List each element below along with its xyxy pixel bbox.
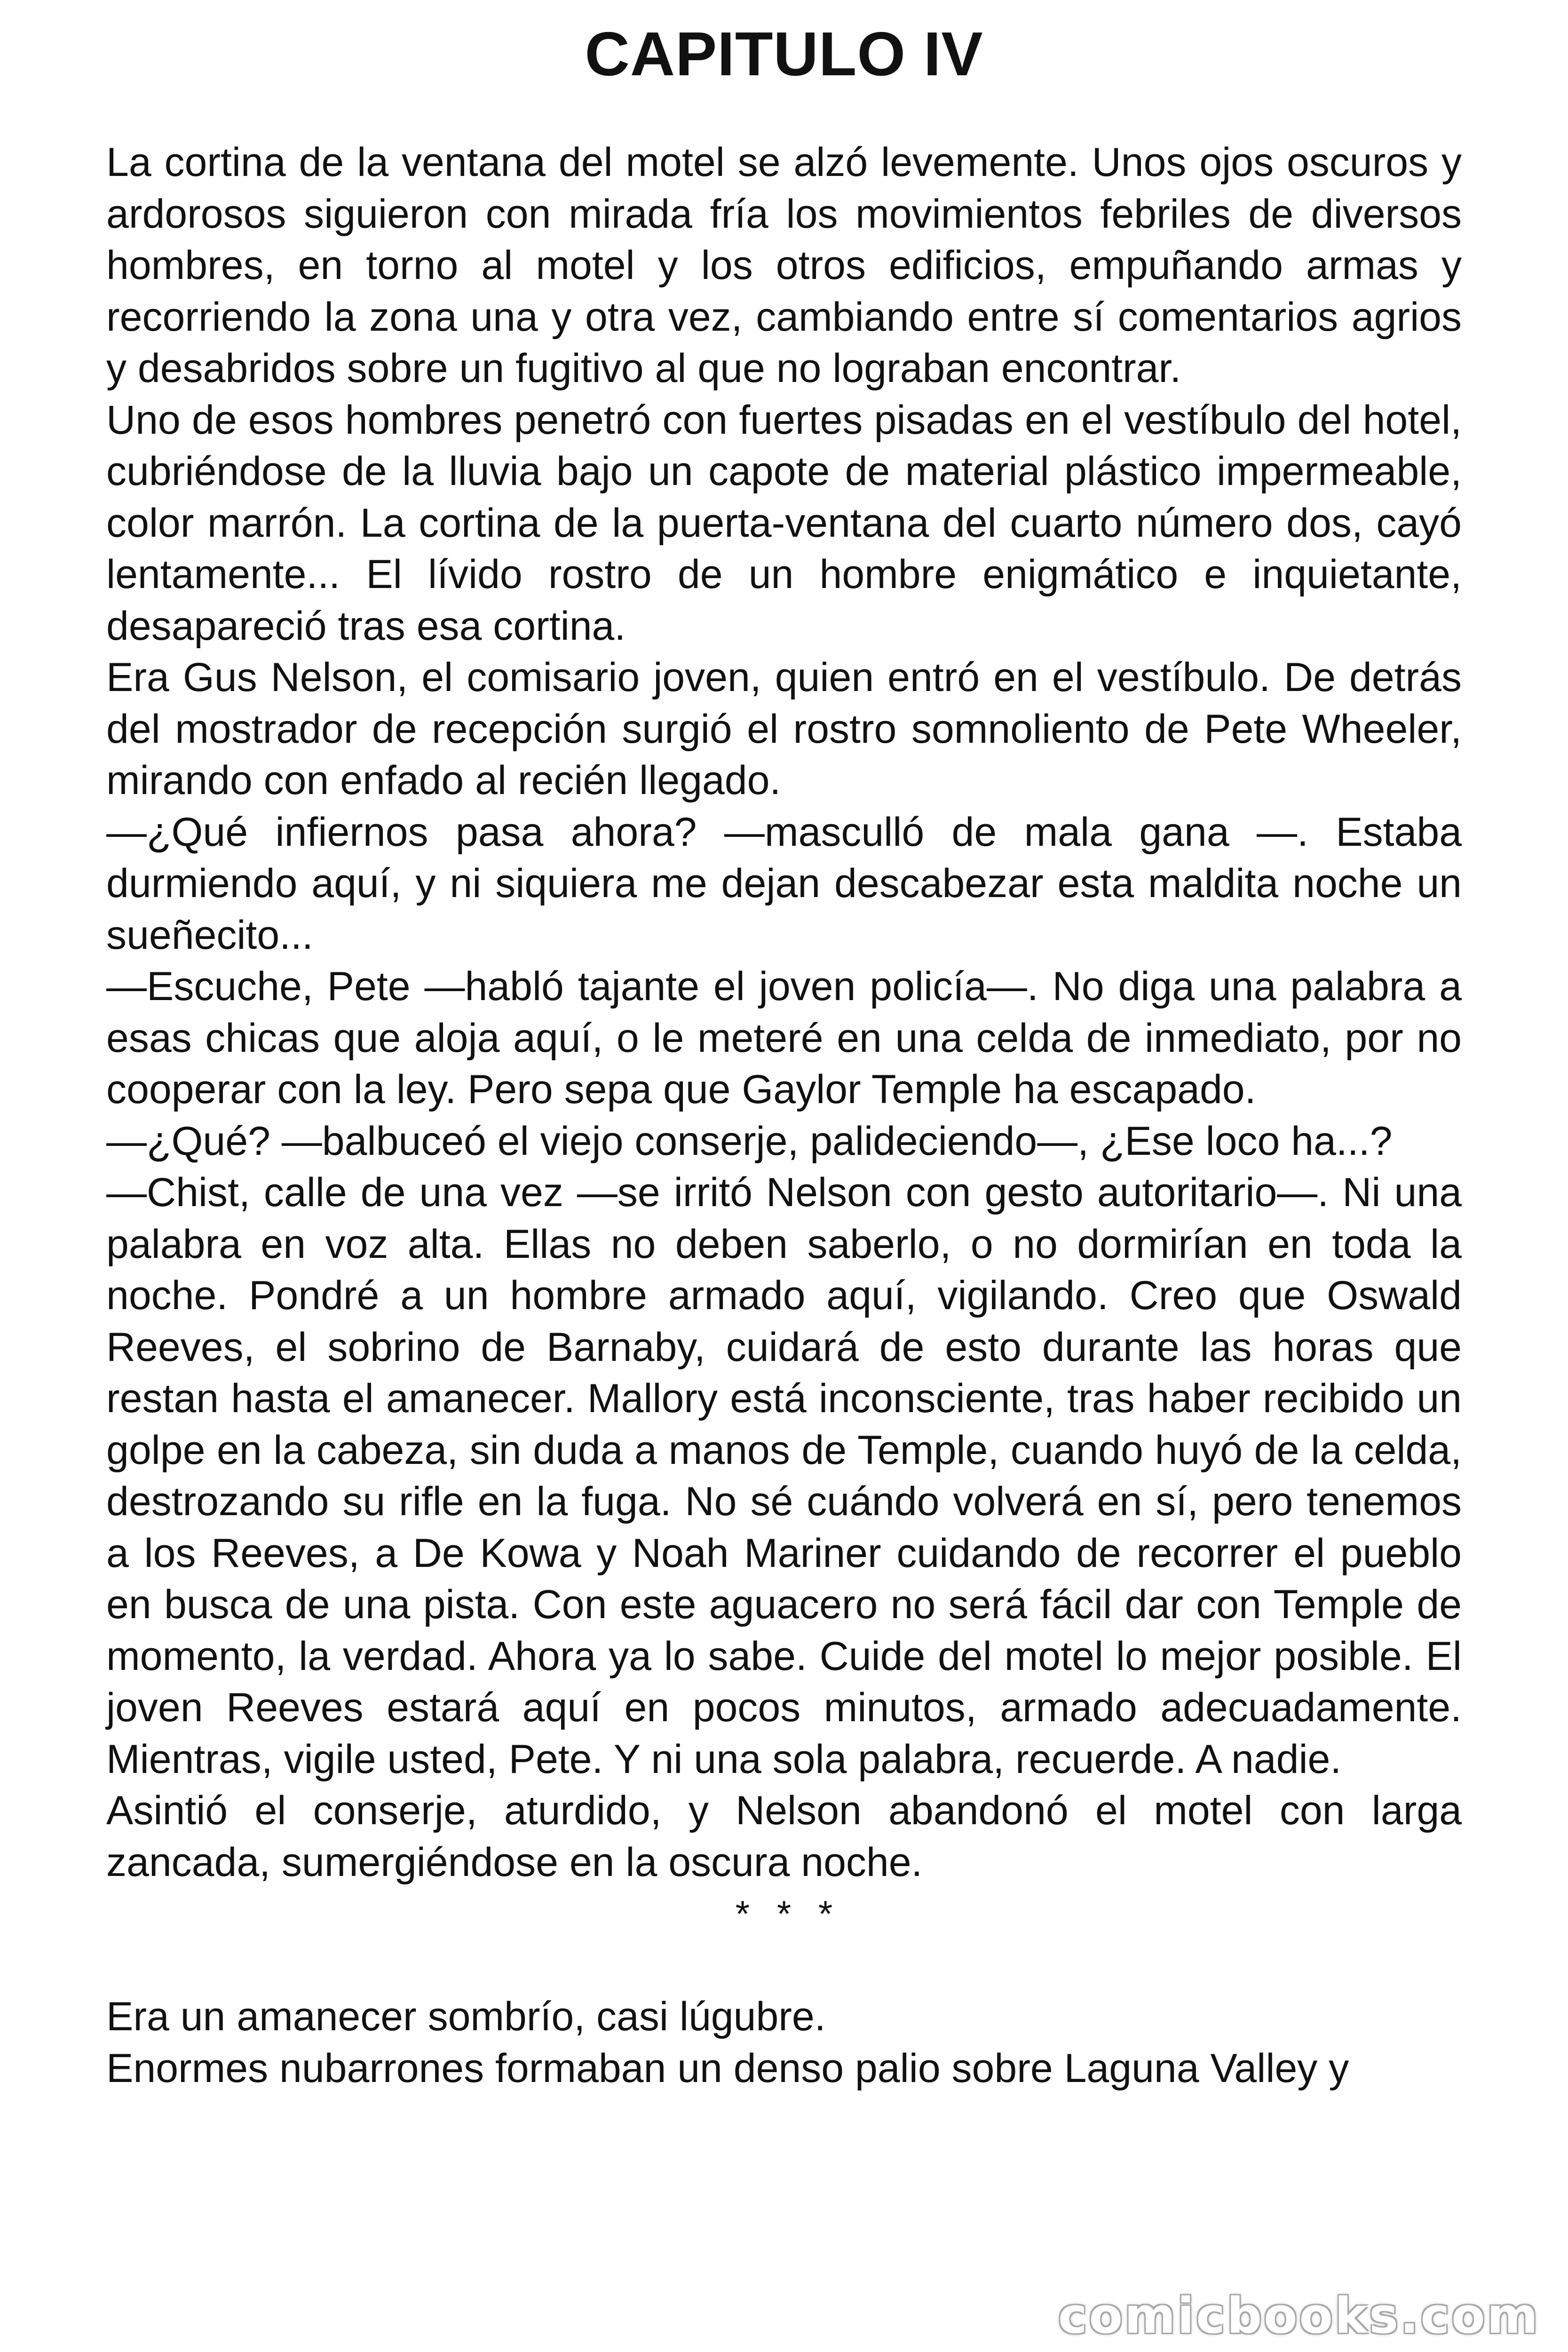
paragraph-3: Era Gus Nelson, el comisario joven, quien entró en el vestíbulo. De detrás del mostrador de recepción surgió el rostro somnoliento de Pete Wheeler, mirando con enfado al recién llegado. <box>106 655 1462 803</box>
blank-line <box>106 1940 1462 1992</box>
watermark-logo: comicbooks.com <box>1058 2287 1540 2344</box>
paragraph-5: —Escuche, Pete —habló tajante el joven policía—. No diga una palabra a esas chicas que aloja aquí, o le meteré en una celda de inmediato, por no cooperar con la ley. Pero sepa que Gaylor Temple ha escapado. <box>106 964 1462 1112</box>
paragraph-10: Enormes nubarrones formaban un denso palio sobre Laguna Valley y <box>106 2045 1349 2091</box>
paragraph-8: Asintió el conserje, aturdido, y Nelson abandonó el motel con larga zancada, sumergiéndose en la oscura noche. <box>106 1788 1462 1885</box>
paragraph-7: —Chist, calle de una vez —se irritó Nelson con gesto autoritario—. Ni una palabra en voz alta. Ellas no deben saberlo, o no dormirían en toda la noche. Pondré a un hombre armado aquí, vigilando. Creo que Oswald Reeves, el sobrino de Barnaby, cuidará de esto durante las horas que restan hasta el amanecer. Mallory está inconsciente, tras haber recibido un golpe en la cabeza, sin duda a manos de Temple, cuando huyó de la celda, destrozando su rifle en la fuga. No sé cuándo volverá en sí, pero tenemos a los Reeves, a De Kowa y Noah Mariner cuidando de recorrer el pueblo en busca de una pista. Con este aguacero no será fácil dar con Temple de momento, la verdad. Ahora ya lo sabe. Cuide del motel lo mejor posible. El joven Reeves estará aquí en pocos minutos, armado adecuadamente. Mientras, vigile usted, Pete. Y ni una sola palabra, recuerde. A nadie. <box>106 1170 1462 1782</box>
paragraph-1: La cortina de la ventana del motel se alzó levemente. Unos ojos oscuros y ardorosos siguieron con mirada fría los movimientos febriles de diversos hombres, en torno al motel y los otros edificios, empuñando armas y recorriendo la zona una y otra vez, cambiando entre sí comentarios agrios y desabridos sobre un fugitivo al que no lograban encontrar. <box>106 140 1462 391</box>
chapter-title: CAPITULO IV <box>585 19 983 88</box>
scene-break-separator: * * * <box>735 1893 841 1934</box>
paragraph-9: Era un amanecer sombrío, casi lúgubre. <box>106 1994 826 2039</box>
paragraph-2: Uno de esos hombres penetró con fuertes pisadas en el vestíbulo del hotel, cubriéndose de la lluvia bajo un capote de material plástico impermeable, color marrón. La cortina de la puerta-ventana del cuarto número dos, cayó lentamente... El lívido rostro de un hombre enigmático e inquietante, desapareció tras esa cortina. <box>106 397 1462 649</box>
paragraph-4: —¿Qué infiernos pasa ahora? —masculló de mala gana —. Estaba durmiendo aquí, y ni siquiera me dejan descabezar esta maldita noche un sueñecito... <box>106 809 1462 958</box>
body-text <box>106 137 1462 2094</box>
paragraph-6: —¿Qué? —balbuceó el viejo conserje, palideciendo—, ¿Ese loco ha...? <box>106 1118 1393 1164</box>
